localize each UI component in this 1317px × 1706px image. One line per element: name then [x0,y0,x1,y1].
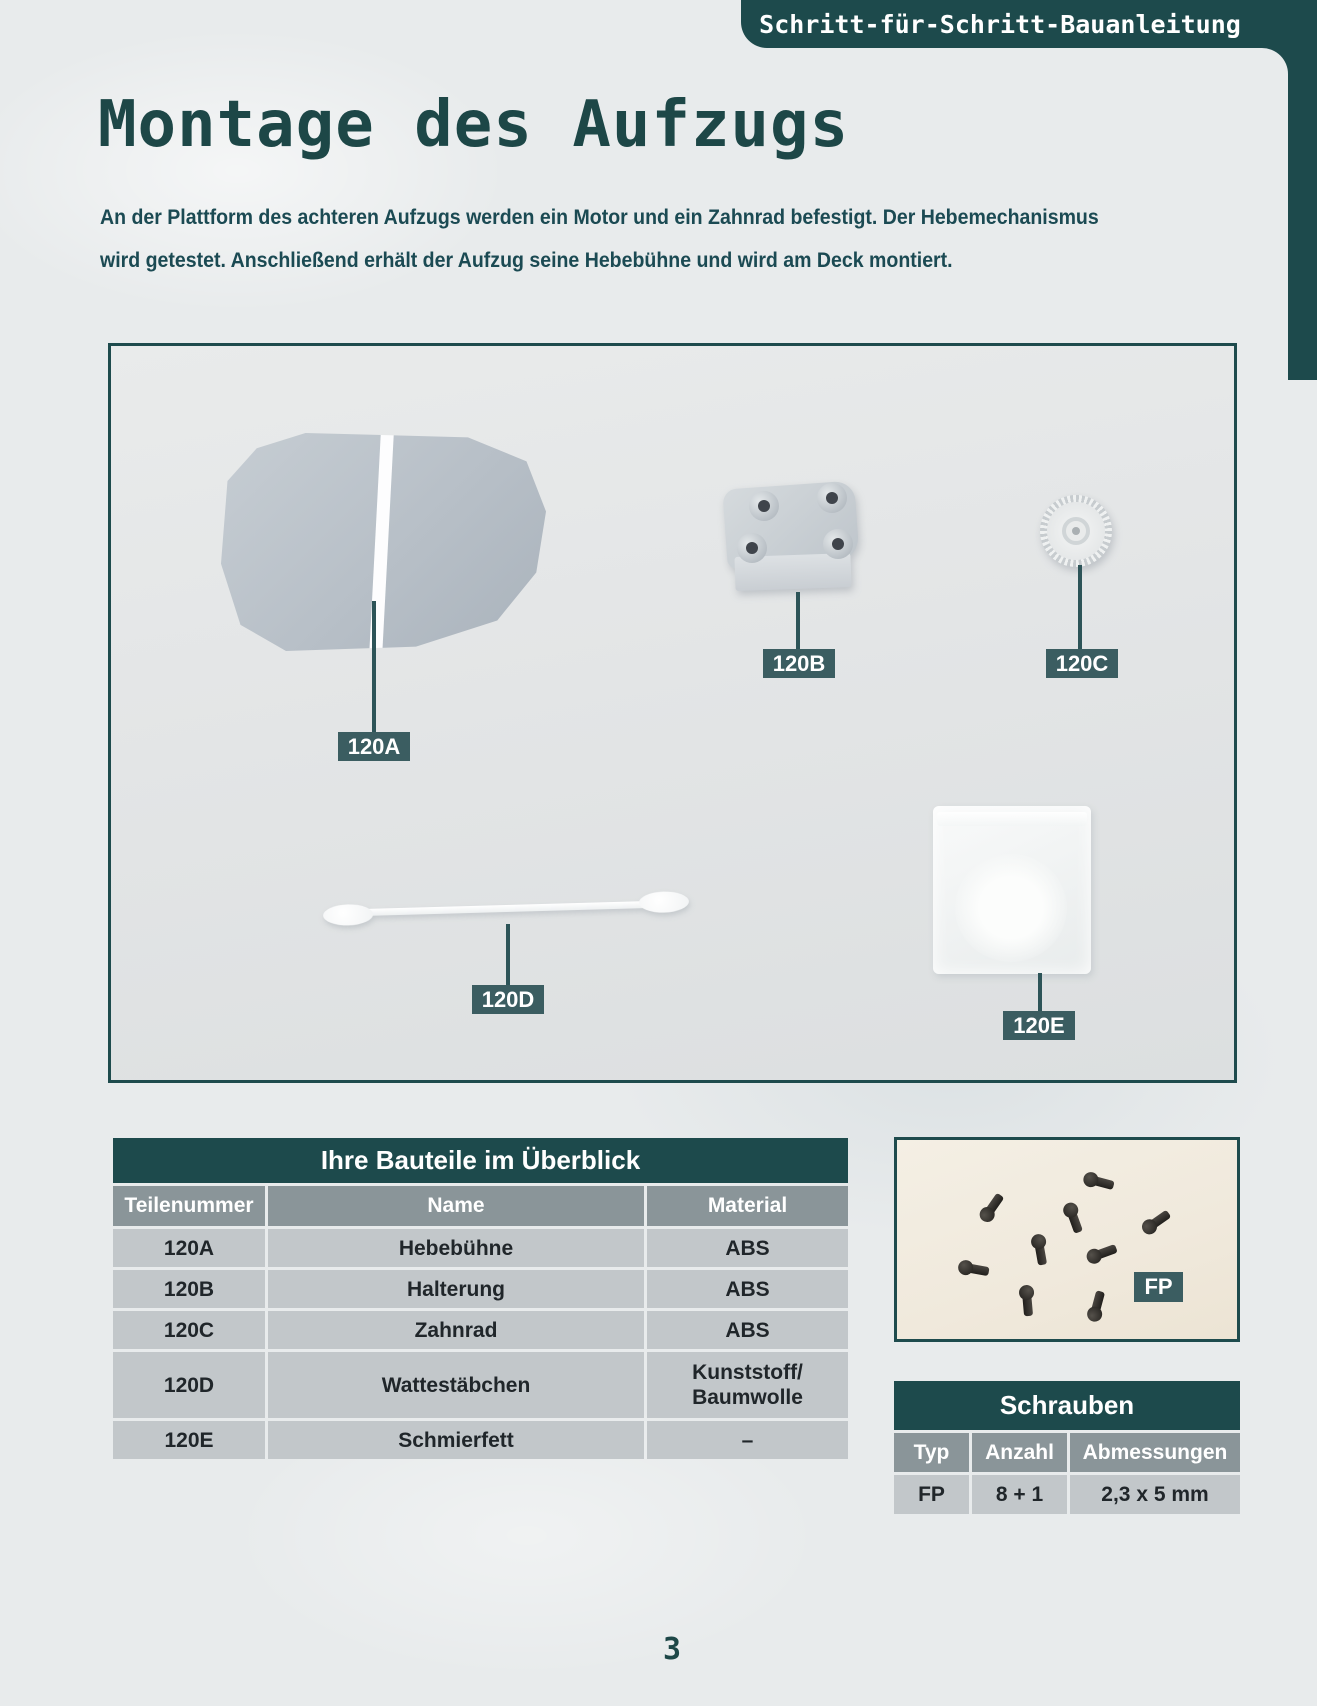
table-cell-material [647,1352,848,1418]
screw-image [983,1193,1005,1219]
screw-image [1088,1175,1114,1190]
page-title: Montage des Aufzugs [98,88,850,162]
cotton-swab-image [323,890,690,926]
table-cell-material: ABS [647,1311,848,1349]
parts-table-header-name: Name [268,1186,644,1226]
swab-tip [323,904,374,926]
parts-table-title: Ihre Bauteile im Überblick [113,1138,848,1183]
table-cell-nr: 120D [113,1352,265,1418]
table-cell-material: ABS [647,1270,848,1308]
screw-image [1022,1291,1033,1317]
header-banner-text: Schritt-für-Schritt-Bauanleitung [759,9,1241,39]
screw-image [1091,1244,1118,1261]
header-banner [741,0,1317,48]
table-cell-name: Wattestäbchen [268,1352,644,1418]
table-cell-material: ABS [647,1229,848,1267]
leader-line-120d [506,924,510,985]
grease-bag-image [933,806,1091,974]
screws-table-title: Schrauben [894,1381,1240,1430]
screw-type-label-fp: FP [1134,1272,1183,1302]
parts-photo [108,343,1237,1083]
bracket-part-image [725,481,870,593]
table-cell-name: Schmierfett [268,1421,644,1459]
screws-table-header-abmessungen: Abmessungen [1070,1433,1240,1472]
part-label-120b: 120B [763,649,835,678]
table-cell-name: Hebebühne [268,1229,644,1267]
bracket-boss [737,533,767,563]
part-label-120a: 120A [338,732,410,761]
part-label-120e: 120E [1003,1011,1075,1040]
part-label-120c: 120C [1046,649,1118,678]
grease-blob [955,854,1067,962]
bracket-boss [749,491,779,521]
page-number: 3 [662,1632,682,1667]
screws-table-header-typ: Typ [894,1433,969,1472]
parts-table [113,1138,848,1459]
screw-image [1146,1210,1172,1232]
screw-image [1034,1239,1047,1265]
intro-line-1: An der Plattform des achteren Aufzugs werden ein Motor und ein Zahnrad befestigt. Der Hebemechanismus [100,206,1099,229]
platform-part-image [221,433,546,651]
right-edge-band [1288,0,1317,380]
table-cell-nr: 120E [113,1421,265,1459]
screws-table [894,1381,1240,1514]
parts-table-header-teilenummer: Teilenummer [113,1186,265,1226]
leader-line-120e [1038,973,1042,1011]
part-label-120d: 120D [472,985,544,1014]
table-cell-nr: 120A [113,1229,265,1267]
table-cell-abmessungen: 2,3 x 5 mm [1070,1475,1240,1514]
parts-table-header-material: Material [647,1186,848,1226]
table-cell-anzahl: 8 + 1 [972,1475,1067,1514]
swab-tip [639,891,690,913]
table-cell-name: Halterung [268,1270,644,1308]
intro-paragraph [100,196,1174,282]
intro-line-2: wird getestet. Anschließend erhält der Aufzug seine Hebebühne und wird am Deck montiert. [100,249,953,272]
leader-line-120c [1078,565,1082,649]
gear-part-image [1040,495,1112,567]
bracket-boss [817,483,847,513]
screw-image [963,1263,989,1276]
table-cell-nr: 120C [113,1311,265,1349]
screw-image [1066,1207,1083,1234]
table-cell-nr: 120B [113,1270,265,1308]
table-cell-material: – [647,1421,848,1459]
table-cell-name: Zahnrad [268,1311,644,1349]
leader-line-120b [796,592,800,649]
screw-image [1090,1290,1105,1316]
leader-line-120a [372,601,376,732]
table-cell-typ: FP [894,1475,969,1514]
bag-seal [937,812,1087,826]
bracket-boss [823,529,853,559]
gear-hole [1072,527,1080,535]
screws-photo [894,1137,1240,1342]
material-line-1: Kunststoff/ [692,1361,803,1384]
screws-table-header-anzahl: Anzahl [972,1433,1067,1472]
material-line-2: Baumwolle [692,1386,803,1409]
swab-stick [343,900,669,916]
